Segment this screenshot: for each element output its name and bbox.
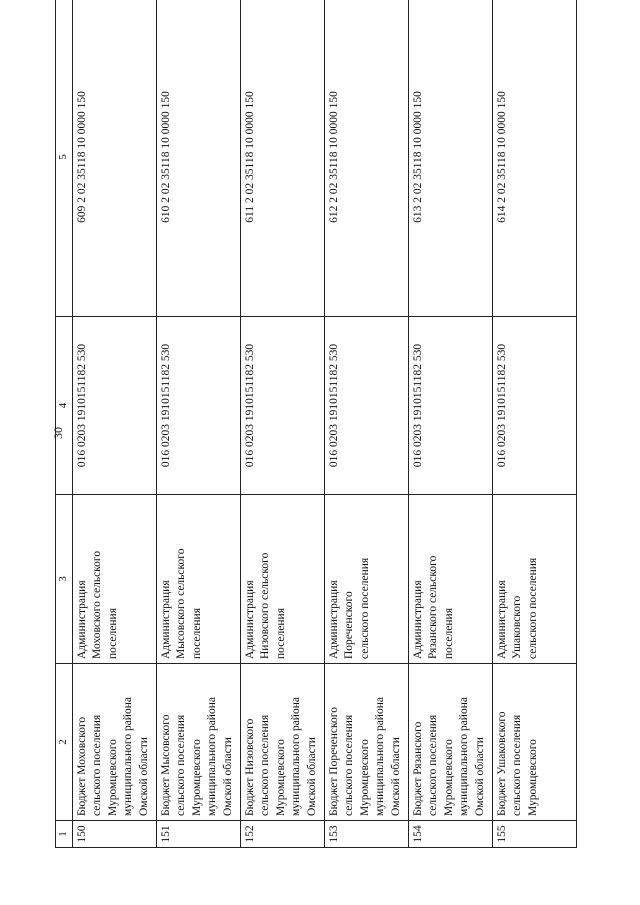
- administrator-name: Администрация Низовского сельского поселения: [240, 495, 324, 664]
- budget-name: Бюджет Моховского сельского поселения Муромцевского муниципального района Омской области: [72, 664, 156, 821]
- classification-code: 016 0203 1910151182 530: [72, 317, 156, 495]
- administrator-name: Администрация Рязанского сельского поселения: [408, 495, 492, 664]
- revenue-code: 614 2 02 35118 10 0000 150: [492, 0, 576, 317]
- classification-code: 016 0203 1910151182 530: [324, 317, 408, 495]
- row-number: 154: [408, 821, 492, 848]
- classification-code: 016 0203 1910151182 530: [156, 317, 240, 495]
- table-row: [156, 0, 240, 848]
- table-row: [72, 0, 156, 848]
- header-col-4: 4: [56, 317, 73, 495]
- classification-code: 016 0203 1910151182 530: [240, 317, 324, 495]
- classification-code: 016 0203 1910151182 530: [408, 317, 492, 495]
- revenue-code: 611 2 02 35118 10 0000 150: [240, 0, 324, 317]
- header-col-5: 5: [56, 0, 73, 317]
- row-number: 152: [240, 821, 324, 848]
- revenue-code: 613 2 02 35118 10 0000 150: [408, 0, 492, 317]
- table-row: [492, 0, 576, 848]
- row-number: 150: [72, 821, 156, 848]
- revenue-code: 610 2 02 35118 10 0000 150: [156, 0, 240, 317]
- budget-name: Бюджет Рязанского сельского поселения Муромцевского муниципального района Омской области: [408, 664, 492, 821]
- table-row: [324, 0, 408, 848]
- budget-name: Бюджет Ушаковского сельского поселения Муромцевского: [492, 664, 576, 821]
- table-row: [408, 0, 492, 848]
- revenue-code: 612 2 02 35118 10 0000 150: [324, 0, 408, 317]
- row-number: 153: [324, 821, 408, 848]
- row-number: 155: [492, 821, 576, 848]
- revenue-code: 609 2 02 35118 10 0000 150: [72, 0, 156, 317]
- administrator-name: Администрация Мысовского сельского поселения: [156, 495, 240, 664]
- header-col-3: 3: [56, 495, 73, 664]
- header-col-2: 2: [56, 664, 73, 821]
- header-row: [56, 0, 73, 848]
- administrator-name: Администрация Пореченского сельского поселения: [324, 495, 408, 664]
- budget-name: Бюджет Мысовского сельского поселения Муромцевского муниципального района Омской области: [156, 664, 240, 821]
- administrator-name: Администрация Ушаковского сельского поселения: [492, 495, 576, 664]
- budget-name: Бюджет Низовского сельского поселения Муромцевского муниципального района Омской области: [240, 664, 324, 821]
- administrator-name: Администрация Моховского сельского поселения: [72, 495, 156, 664]
- row-number: 151: [156, 821, 240, 848]
- budget-table: [55, 0, 577, 848]
- page-number: 30: [51, 427, 65, 439]
- table-row: [240, 0, 324, 848]
- budget-name: Бюджет Пореченского сельского поселения Муромцевского муниципального района Омской области: [324, 664, 408, 821]
- classification-code: 016 0203 1910151182 530: [492, 317, 576, 495]
- header-col-1: 1: [56, 821, 73, 848]
